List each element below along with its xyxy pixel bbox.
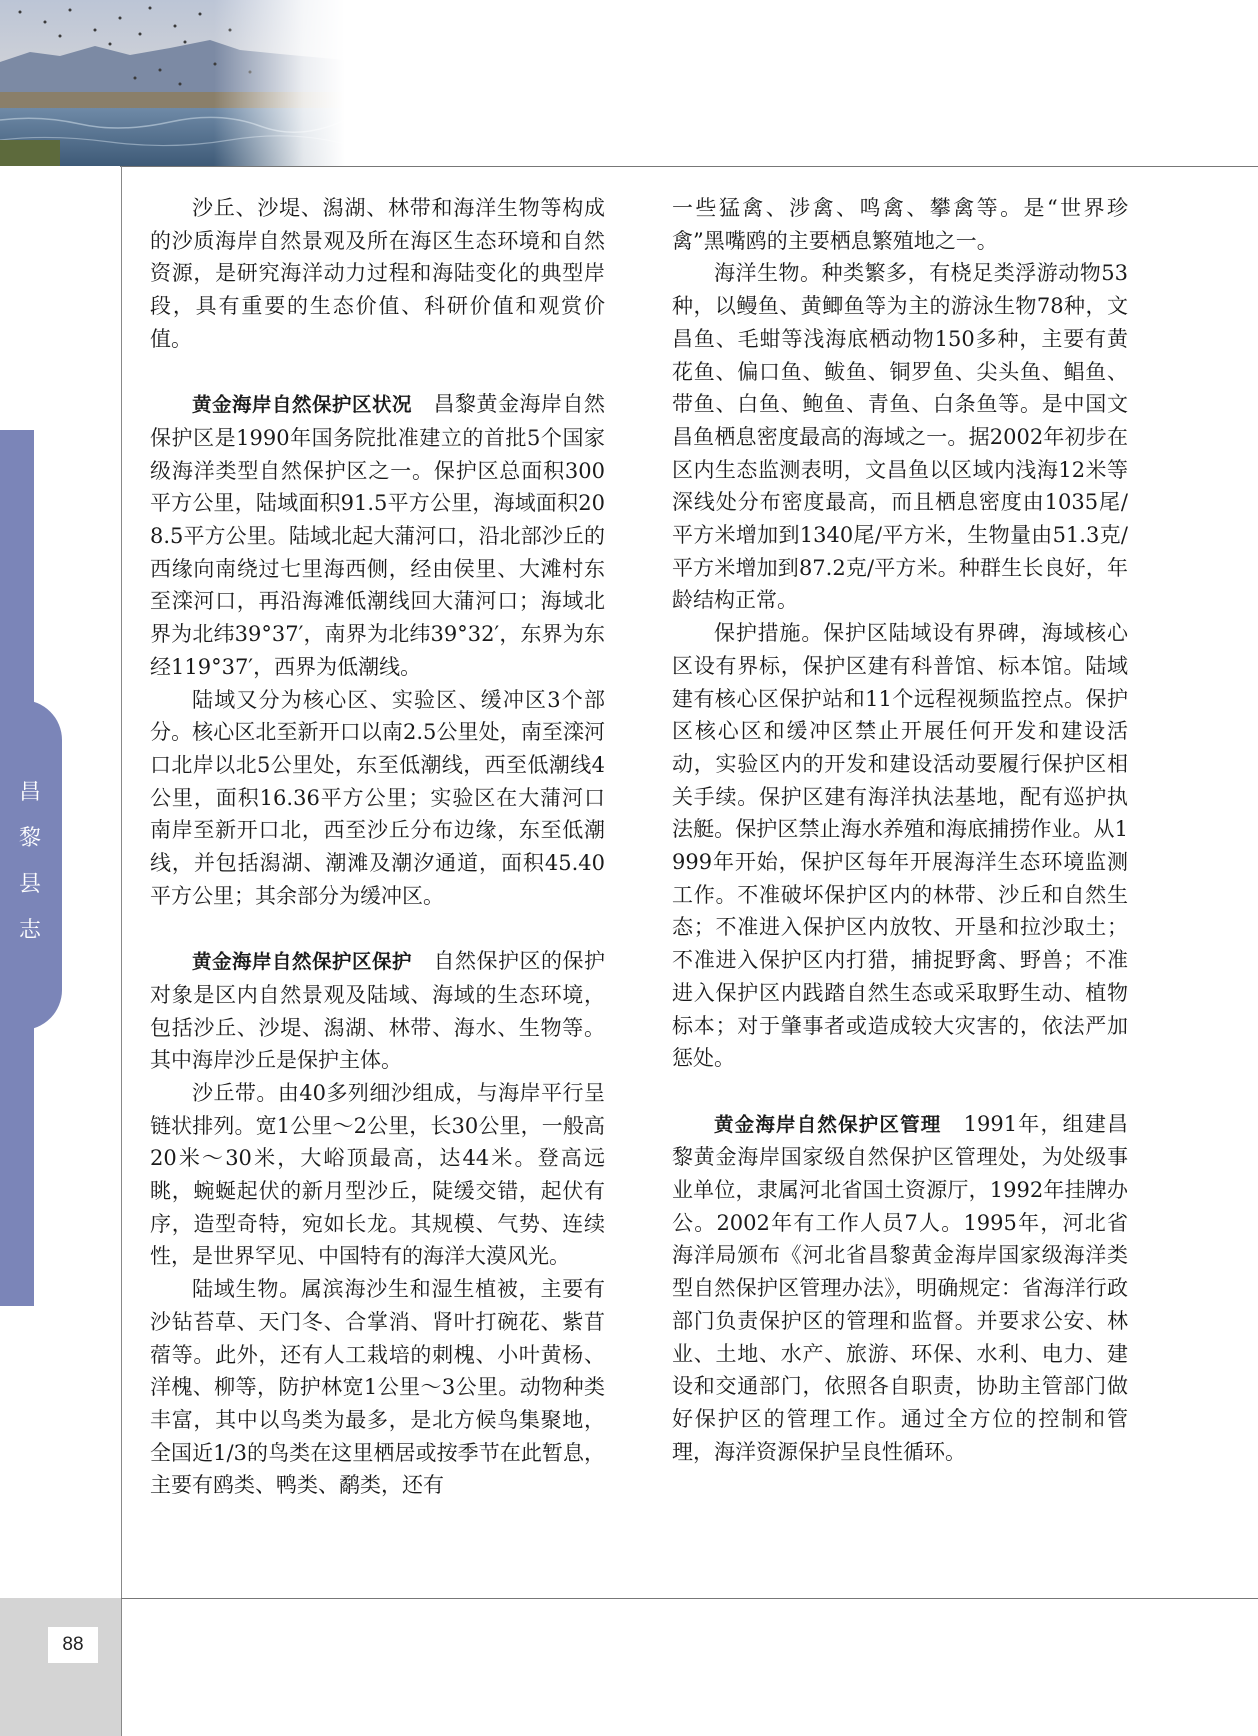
paragraph [672, 192, 1128, 257]
left-rule [121, 166, 122, 1736]
page-number: 88 [48, 1627, 98, 1663]
paragraph [150, 192, 605, 356]
paragraph-text: 海洋生物。种类繁多，有桡足类浮游动物53种，以鳗鱼、黄鲫鱼等为主的游泳生物78种，文昌鱼、毛蚶等浅海底栖动物150多种，主要有黄花鱼、偏口鱼、鲅鱼、铜罗鱼、尖头鱼、鲳鱼、带鱼、白鱼、鲍鱼、青鱼、白条鱼等。是中国文昌鱼栖息密度最高的海域之一。据2002年初步在区内生态监测表明，文昌鱼以区域内浅海12米等深线处分布密度最高，而且栖息密度由1035尾/平方米增加到1340尾/平方米，生物量由51.3克/平方米增加到87.2克/平方米。种群生长良好，年龄结构正常。 [672, 261, 1128, 613]
left-column [150, 192, 605, 1502]
paragraph [672, 617, 1128, 1075]
paragraph [150, 388, 605, 683]
section-heading: 黄金海岸自然保护区管理 [714, 1112, 942, 1136]
paragraph-text: 昌黎黄金海岸自然保护区是1990年国务院批准建立的首批5个国家级海洋类型自然保护区之一。保护区总面积300平方公里，陆域面积91.5平方公里，海域面积208.5平方公里。陆域北起大蒲河口，沿北部沙丘的西缘向南绕过七里海西侧，经由侯里、大滩村东至滦河口，再沿海滩低潮线回大蒲河口；海域北界为北纬39°37′，南界为北纬39°32′，东界为东经119°37′，西界为低潮线。 [150, 392, 605, 679]
section-heading: 黄金海岸自然保护区状况 [192, 393, 412, 417]
paragraph-text: 自然保护区的保护对象是区内自然景观及陆域、海域的生态环境，包括沙丘、沙堤、潟湖、林带、海水、生物等。其中海岸沙丘是保护主体。 [150, 949, 605, 1073]
paragraph [150, 1273, 605, 1502]
right-column [672, 192, 1128, 1468]
paragraph [150, 684, 605, 913]
book-title-char: 志 [18, 918, 41, 943]
paragraph-text: 1991年，组建昌黎黄金海岸国家级自然保护区管理处，为处级事业单位，隶属河北省国土资源厅，1992年挂牌办公。2002年有工作人员7人。1995年，河北省海洋局颁布《河北省昌黎黄金海岸国家级海洋类型自然保护区管理办法》，明确规定：省海洋行政部门负责保护区的管理和监督。并要求公安、林业、土地、水产、旅游、环保、水利、电力、建设和交通部门，依照各自职责，协助主管部门做好保护区的管理工作。通过全方位的控制和管理，海洋资源保护呈良性循环。 [672, 1111, 1128, 1464]
top-rule [120, 166, 1258, 167]
paragraph-text: 陆域又分为核心区、实验区、缓冲区3个部分。核心区北至新开口以南2.5公里处，南至滦河口北岸以北5公里处，东至低潮线，西至低潮线4公里，面积16.36平方公里；实验区在大蒲河口南岸至新开口北，西至沙丘分布边缘，东至低潮线，并包括潟湖、潮滩及潮汐通道，面积45.40平方公里；其余部分为缓冲区。 [150, 687, 605, 908]
book-title-char: 县 [18, 872, 41, 897]
book-title-char: 昌 [18, 780, 41, 805]
paragraph [150, 1077, 605, 1273]
page-number-area [0, 1598, 121, 1736]
paragraph-text: 保护措施。保护区陆域设有界碑，海域核心区设有界标，保护区建有科普馆、标本馆。陆域建有核心区保护站和11个远程视频监控点。保护区核心区和缓冲区禁止开展任何开发和建设活动，实验区内的开发和建设活动要履行保护区相关手续。保护区建有海洋执法基地，配有巡护执法艇。保护区禁止海水养殖和海底捕捞作业。从1999年开始，保护区每年开展海洋生态环境监测工作。不准破坏保护区内的林带、沙丘和自然生态；不准进入保护区内放牧、开垦和拉沙取土；不准进入保护区内打猎，捕捉野禽、野兽；不准进入保护区内践踏自然生态或采取野生动、植物标本；对于肇事者或造成较大灾害的，依法严加惩处。 [672, 621, 1128, 1071]
book-title-vertical [10, 770, 50, 954]
bottom-rule [120, 1598, 1258, 1599]
paragraph-text: 沙丘带。由40多列细沙组成，与海岸平行呈链状排列。宽1公里～2公里，长30公里，一般高20米～30米，大峪顶最高，达44米。登高远眺，蜿蜒起伏的新月型沙丘，陡缓交错，起伏有序，造型奇特，宛如长龙。其规模、气势、连续性，是世界罕见、中国特有的海洋大漠风光。 [150, 1080, 605, 1269]
paragraph [672, 1108, 1128, 1469]
paragraph [150, 945, 605, 1077]
section-heading: 黄金海岸自然保护区保护 [192, 950, 412, 974]
paragraph [672, 257, 1128, 617]
book-title-char: 黎 [18, 826, 41, 851]
paragraph-text: 一些猛禽、涉禽、鸣禽、攀禽等。是“世界珍禽”黑嘴鸥的主要栖息繁殖地之一。 [672, 196, 1128, 253]
paragraph-text: 沙丘、沙堤、潟湖、林带和海洋生物等构成的沙质海岸自然景观及所在海区生态环境和自然资源，是研究海洋动力过程和海陆变化的典型岸段，具有重要的生态价值、科研价值和观赏价值。 [150, 196, 605, 351]
header-photo [0, 0, 345, 166]
paragraph-text: 陆域生物。属滨海沙生和湿生植被，主要有沙钻苔草、天门冬、合掌消、肾叶打碗花、紫苜蓿等。此外，还有人工栽培的刺槐、小叶黄杨、洋槐、柳等，防护林宽1公里～3公里。动物种类丰富，其中以鸟类为最多，是北方候鸟集聚地，全国近1/3的鸟类在这里栖居或按季节在此暂息，主要有鸥类、鸭类、鹬类，还有 [150, 1277, 605, 1498]
